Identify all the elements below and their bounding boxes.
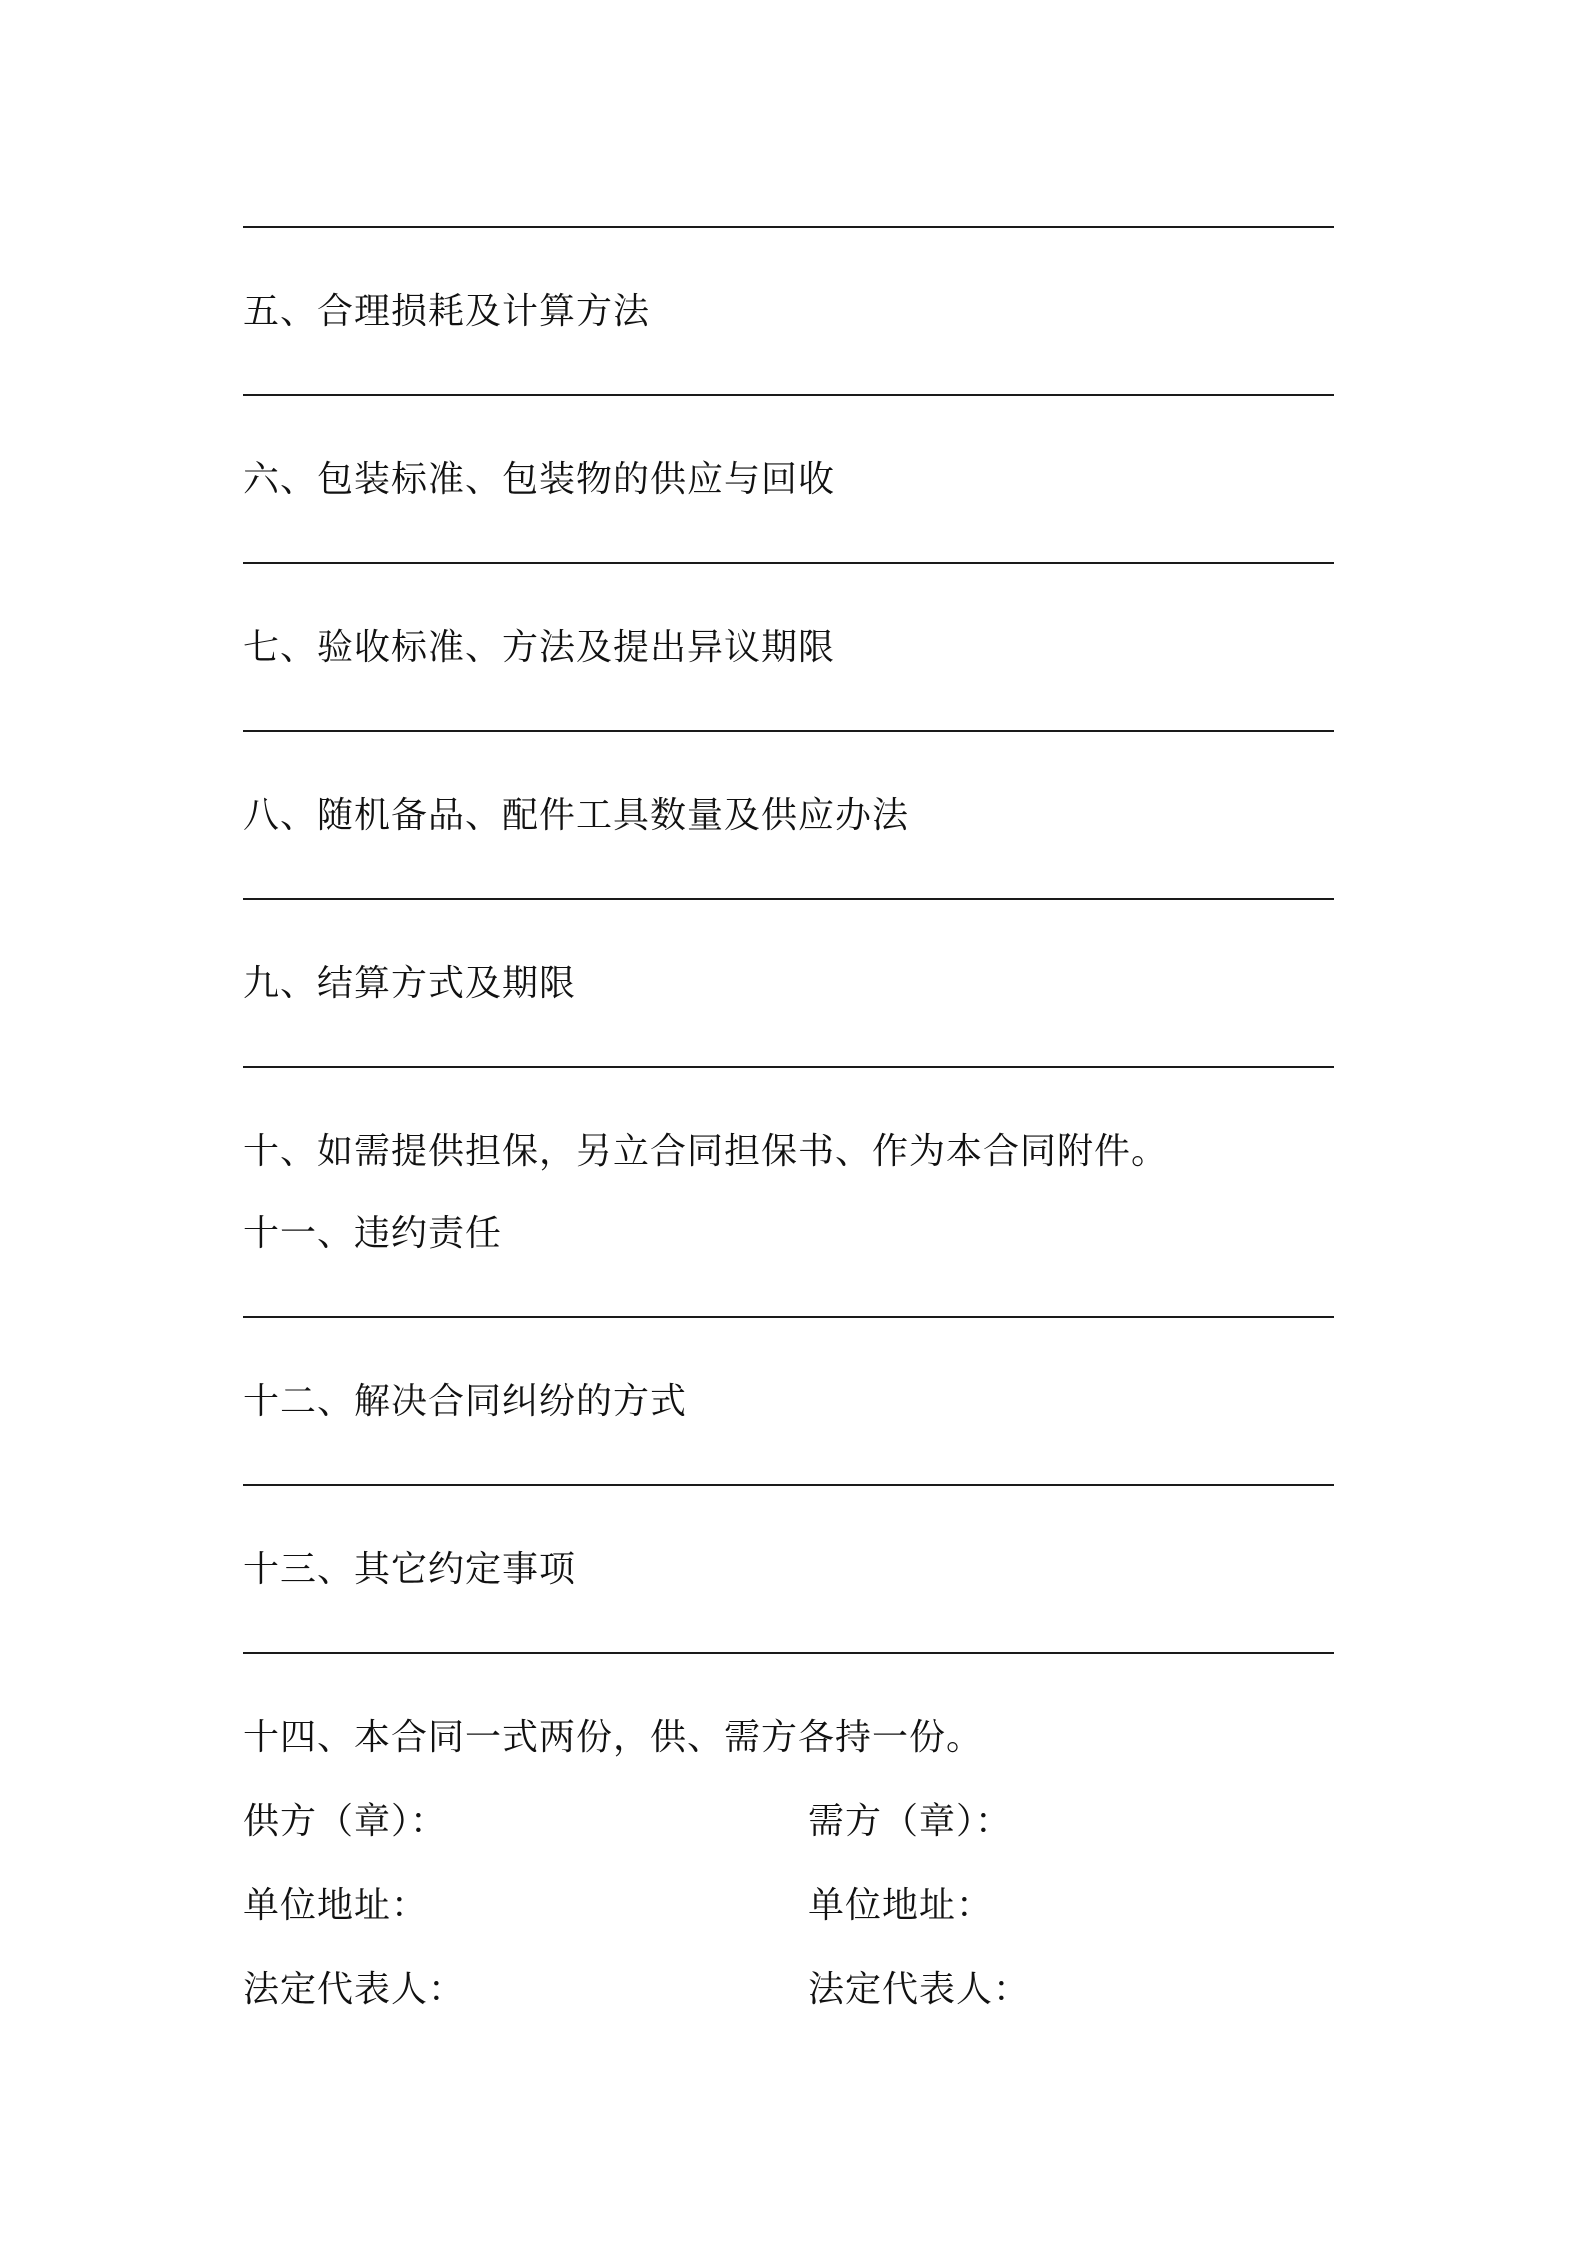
section-7-heading: 七、验收标准、方法及提出异议期限: [243, 627, 836, 668]
blank-line-1: [243, 226, 1334, 228]
blank-line-3: [243, 562, 1334, 564]
supplier-seal-label: 供方（章）：: [243, 1801, 448, 1842]
supplier-address-label: 单位地址：: [243, 1885, 429, 1926]
supplier-representative-label: 法定代表人：: [243, 1969, 466, 2010]
section-5-heading: 五、合理损耗及计算方法: [243, 291, 651, 332]
buyer-address-label: 单位地址：: [808, 1885, 994, 1926]
section-11-heading: 十一、违约责任: [243, 1213, 503, 1254]
blank-line-7: [243, 1316, 1334, 1318]
section-13-heading: 十三、其它约定事项: [243, 1549, 577, 1590]
blank-line-9: [243, 1652, 1334, 1654]
section-6-heading: 六、包装标准、包装物的供应与回收: [243, 459, 836, 500]
buyer-representative-label: 法定代表人：: [808, 1969, 1031, 2010]
section-9-heading: 九、结算方式及期限: [243, 963, 577, 1004]
blank-line-8: [243, 1484, 1334, 1486]
section-8-heading: 八、随机备品、配件工具数量及供应办法: [243, 795, 910, 836]
buyer-seal-label: 需方（章）：: [808, 1801, 1013, 1842]
blank-line-6: [243, 1066, 1334, 1068]
blank-line-5: [243, 898, 1334, 900]
section-14-text: 十四、本合同一式两份，供、需方各持一份。: [243, 1717, 984, 1758]
section-10-text: 十、如需提供担保，另立合同担保书、作为本合同附件。: [243, 1131, 1169, 1172]
blank-line-4: [243, 730, 1334, 732]
blank-line-2: [243, 394, 1334, 396]
section-12-heading: 十二、解决合同纠纷的方式: [243, 1381, 688, 1422]
